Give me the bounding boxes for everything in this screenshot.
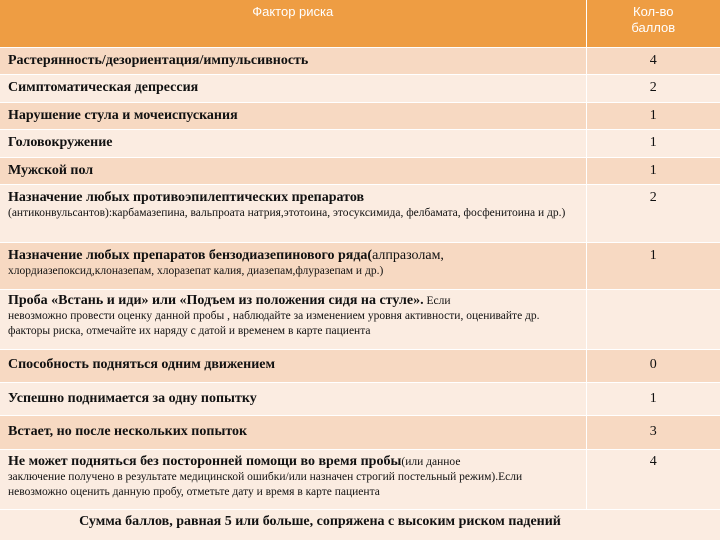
row-factor-detail: невозможно провести оценку данной пробы , наблюдайте за изменением уровня активности, оценивайте др. факторы риска, отмечайте их наряду с датой и временем в карте пациента <box>8 310 540 337</box>
row-score: 1 <box>649 390 657 406</box>
table-row <box>0 47 720 74</box>
row-score: 1 <box>649 135 657 151</box>
row-factor-tail: (или данное <box>401 455 461 468</box>
row-score: 1 <box>649 107 657 123</box>
row-factor: Способность подняться одним движением <box>8 357 276 373</box>
table-row <box>0 185 720 243</box>
row-factor-tail: алпразолам, <box>372 248 444 264</box>
row-factor: Головокружение <box>8 135 113 151</box>
row-score: 0 <box>649 357 657 373</box>
row-factor-detail: хлордиазепоксид,клоназепам, хлоразепат калия, диазепам,флуразепам и др.) <box>8 265 384 278</box>
header-score: Кол-во баллов <box>586 0 720 47</box>
row-factor: Назначение любых препаратов бензодиазепинового ряда( <box>8 248 373 264</box>
footer-summary: Сумма баллов, равная 5 или больше, сопряжена с высоким риском падений <box>0 509 720 540</box>
row-factor: Симптоматическая депрессия <box>8 80 199 96</box>
row-factor: Мужской пол <box>8 162 94 178</box>
table-row <box>0 157 720 184</box>
row-factor: Растерянность/дезориентация/импульсивность <box>8 52 309 68</box>
header-risk-factor: Фактор риска <box>0 0 586 47</box>
row-factor: Не может подняться без посторонней помощи во время пробы <box>8 453 402 469</box>
table-row <box>0 75 720 102</box>
row-factor-detail: заключение получено в результате медицинской ошибки/или назначен строгий постельный режим).Если невозможно оценить данную пробу, отметьте дату и время в карте пациента <box>8 470 523 498</box>
row-score: 4 <box>649 453 657 469</box>
row-score <box>587 290 720 295</box>
row-score: 2 <box>649 80 657 96</box>
row-factor-tail: Если <box>423 295 451 307</box>
table-row <box>0 382 720 416</box>
table-row <box>0 130 720 157</box>
table-row <box>0 290 720 350</box>
row-score: 1 <box>649 248 657 264</box>
row-factor: Встает, но после нескольких попыток <box>8 424 248 440</box>
row-score: 3 <box>649 424 657 440</box>
row-factor-detail: (антиконвульсантов):карбамазепина, вальпроата натрия,этотоина, этосуксимида, фелбамата, фосфенитоина и др.) <box>8 207 566 220</box>
table-row <box>0 416 720 450</box>
row-factor: Проба «Встань и иди» или «Подъем из положения сидя на стуле». <box>8 293 424 308</box>
table-row <box>0 102 720 129</box>
table-row <box>0 350 720 383</box>
row-factor: Успешно поднимается за одну попытку <box>8 390 257 406</box>
table-row <box>0 243 720 290</box>
row-factor: Нарушение стула и мочеиспускания <box>8 107 238 123</box>
row-score: 4 <box>649 52 657 68</box>
table-header <box>0 0 720 47</box>
table-row <box>0 449 720 509</box>
row-score: 1 <box>649 162 657 178</box>
row-score: 2 <box>649 190 657 206</box>
row-factor: Назначение любых противоэпилептических препаратов <box>8 190 365 206</box>
table-footer <box>0 509 720 540</box>
